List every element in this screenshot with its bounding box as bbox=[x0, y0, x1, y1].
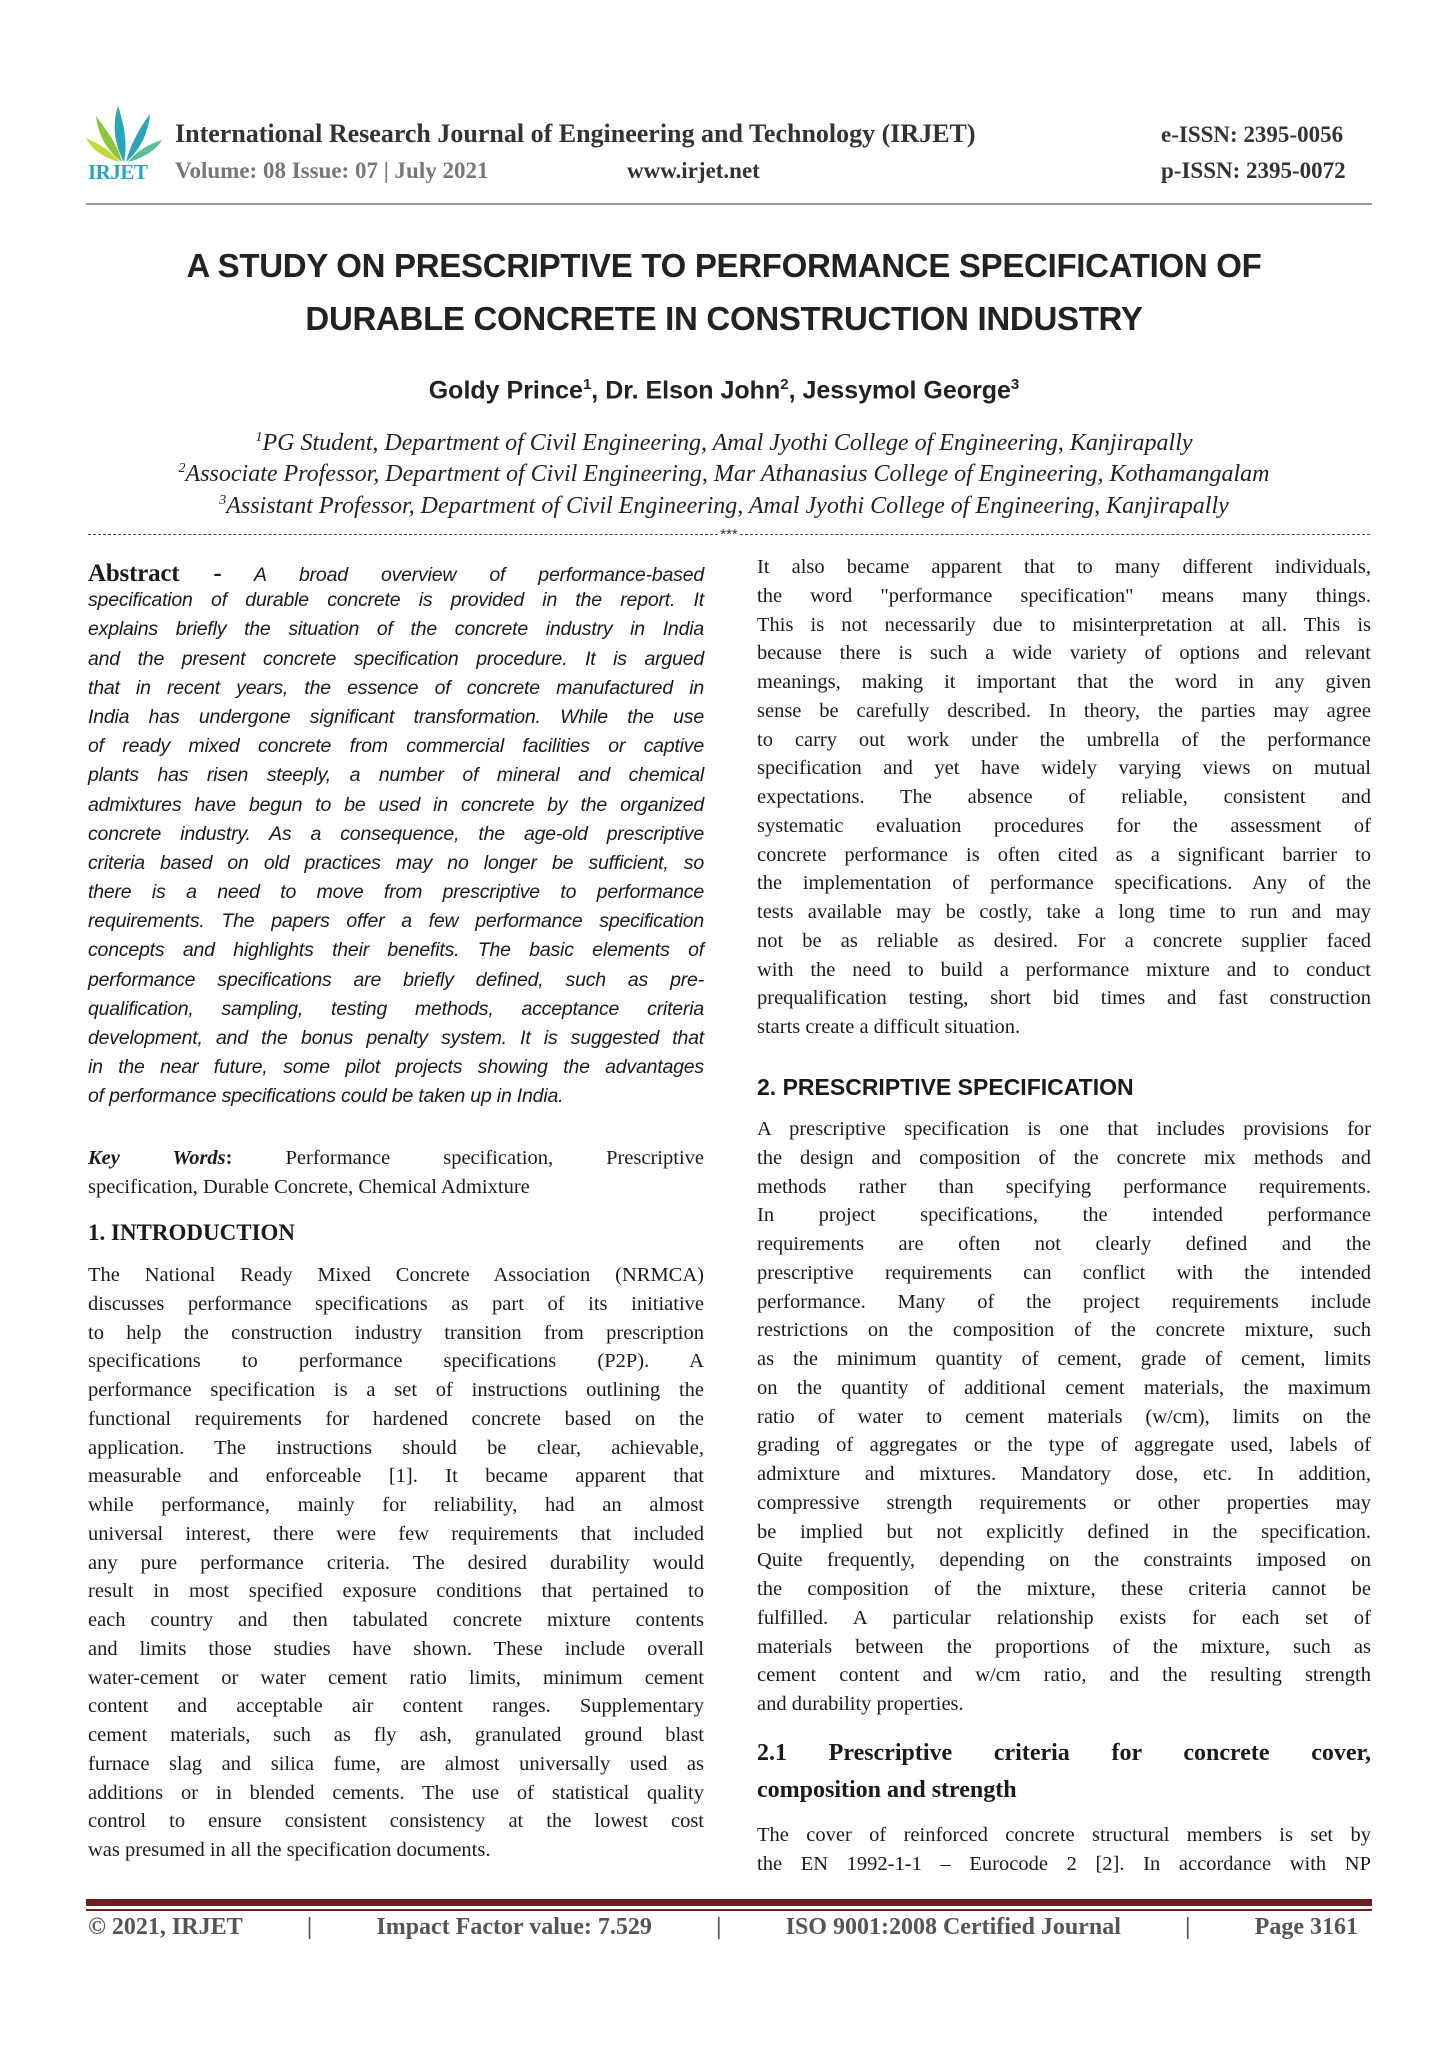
text-line: criteria based on old practices may no longer be sufficient, so bbox=[88, 851, 704, 874]
text-line: of performance specifications could be taken up in India. bbox=[88, 1085, 564, 1108]
text-line: performance specification is a set of instructions outlining the bbox=[88, 1379, 704, 1401]
text-line: there is a need to move from prescriptive to performance bbox=[88, 881, 704, 904]
text-line: The cover of reinforced concrete structural members is set by bbox=[757, 1824, 1371, 1846]
text-line: concrete industry. As a consequence, the age-old prescriptive bbox=[88, 822, 704, 845]
text-line: It also became apparent that to many different individuals, bbox=[757, 556, 1371, 578]
text-line: as the minimum quantity of cement, grade of cement, limits bbox=[757, 1348, 1371, 1370]
text-line: that in recent years, the essence of concrete manufactured in bbox=[88, 676, 704, 699]
text-line: explains briefly the situation of the concrete industry in India bbox=[88, 618, 704, 641]
prescriptive-body bbox=[757, 1118, 1371, 1722]
text-line: fulfilled. A particular relationship exists for each set of bbox=[757, 1606, 1371, 1629]
text-line: starts create a difficult situation. bbox=[757, 1016, 1021, 1038]
section-separator bbox=[88, 526, 1370, 543]
text-line: concrete performance is often cited as a significant barrier to bbox=[757, 843, 1371, 866]
text-line: India has undergone significant transformation. While the use bbox=[88, 705, 704, 728]
text-line: admixture and mixtures. Mandatory dose, etc. In addition, bbox=[757, 1463, 1371, 1485]
dashed-rule bbox=[740, 534, 1370, 535]
text-line: meanings, making it important that the word in any given bbox=[757, 671, 1371, 693]
abstract-body bbox=[88, 589, 704, 1114]
abstract-label: Abstract - bbox=[88, 560, 222, 587]
header-divider bbox=[86, 203, 1372, 205]
text-line: specification, Durable Concrete, Chemical Admixture bbox=[88, 1175, 530, 1198]
text-line: the word "performance specification" means many things. bbox=[757, 584, 1371, 607]
text-line: qualification, sampling, testing methods, acceptance criteria bbox=[88, 997, 704, 1020]
text-line: on the quantity of additional cement materials, the maximum bbox=[757, 1376, 1371, 1399]
text-line: application. The instructions should be clear, achievable, bbox=[88, 1436, 704, 1459]
text-line: tests available may be costly, take a long time to run and may bbox=[757, 901, 1371, 923]
text-line: development, and the bonus penalty system. It is suggested that bbox=[88, 1027, 704, 1049]
abstract-text: A broad overview of performance-based bbox=[253, 564, 704, 586]
text-line: not be as reliable as desired. For a concrete supplier faced bbox=[757, 929, 1371, 952]
heading-line: 2.1 Prescriptive criteria for concrete cover, bbox=[757, 1740, 1371, 1766]
journal-url[interactable]: www.irjet.net bbox=[627, 158, 760, 183]
affil-text: Associate Professor, Department of Civil Engineering, Mar Athanasius College of Engineering, Kothamangalam bbox=[185, 461, 1270, 487]
text-line: compressive strength requirements or other properties may bbox=[757, 1491, 1371, 1514]
text-line: in the near future, some pilot projects showing the advantages bbox=[88, 1056, 704, 1079]
keywords-text: Performance specification, Prescriptive bbox=[285, 1147, 704, 1169]
heading-line: composition and strength bbox=[757, 1777, 1017, 1803]
text-line: be implied but not explicitly defined in the specification. bbox=[757, 1520, 1371, 1543]
keywords bbox=[88, 1147, 704, 1205]
paper-title-line: A STUDY ON PRESCRIPTIVE TO PERFORMANCE SPECIFICATION OF bbox=[186, 247, 1262, 284]
author-separator: , bbox=[788, 376, 803, 405]
text-line: because there is such a wide variety of options and relevant bbox=[757, 642, 1371, 665]
paper-title-line: DURABLE CONCRETE IN CONSTRUCTION INDUSTRY bbox=[305, 300, 1143, 337]
text-line: each country and then tabulated concrete mixture contents bbox=[88, 1609, 704, 1631]
text-line: materials between the proportions of the mixture, such as bbox=[757, 1635, 1371, 1658]
text-line: and the present concrete specification procedure. It is argued bbox=[88, 647, 704, 670]
irjet-logo bbox=[84, 104, 164, 190]
text-line: the design and composition of the concrete mix methods and bbox=[757, 1146, 1371, 1169]
text-line: prequalification testing, short bid times and fast construction bbox=[757, 987, 1371, 1010]
author-name: Goldy Prince bbox=[428, 376, 583, 405]
text-line bbox=[88, 560, 704, 589]
text-line: performance specifications are briefly defined, such as pre- bbox=[88, 968, 704, 991]
logo-leaves-icon bbox=[84, 104, 164, 164]
affil-text: PG Student, Department of Civil Engineering, Amal Jyothi College of Engineering, Kanjirapally bbox=[262, 430, 1193, 456]
introduction-body bbox=[88, 1264, 704, 1868]
text-line: any pure performance criteria. The desired durability would bbox=[88, 1551, 704, 1574]
abstract bbox=[88, 560, 704, 1115]
text-line: functional requirements for hardened concrete based on the bbox=[88, 1407, 704, 1430]
text-line: water-cement or water cement ratio limits, minimum cement bbox=[88, 1666, 704, 1689]
text-line: requirements are often not clearly defined and the bbox=[757, 1233, 1371, 1255]
text-line: the composition of the mixture, these criteria cannot be bbox=[757, 1578, 1371, 1600]
text-line: restrictions on the composition of the concrete mixture, such bbox=[757, 1319, 1371, 1342]
text-line: cement materials, such as fly ash, granulated ground blast bbox=[88, 1724, 704, 1746]
footer-page-number: Page 3161 bbox=[1254, 1914, 1358, 1940]
subsection-heading bbox=[757, 1735, 1371, 1809]
text-line: to carry out work under the umbrella of the performance bbox=[757, 728, 1371, 751]
section-heading-introduction: 1. INTRODUCTION bbox=[88, 1220, 296, 1245]
page-footer bbox=[88, 1914, 1358, 1941]
text-line: specification and yet have widely varying views on mutual bbox=[757, 757, 1371, 780]
keywords-label: Key Words bbox=[88, 1147, 226, 1169]
text-line: methods rather than specifying performance requirements. bbox=[757, 1175, 1371, 1198]
footer-impact-factor: Impact Factor value: 7.529 bbox=[376, 1914, 652, 1940]
footer-divider: | bbox=[716, 1914, 722, 1940]
author-affil-mark: 2 bbox=[780, 376, 789, 393]
text-line: discusses performance specifications as part of its initiative bbox=[88, 1292, 704, 1315]
logo-text: IRJET bbox=[88, 160, 148, 184]
text-line: furnace slag and silica fume, are almost universally used as bbox=[88, 1752, 704, 1775]
text-line: The National Ready Mixed Concrete Association (NRMCA) bbox=[88, 1264, 704, 1286]
author-list bbox=[0, 376, 1448, 405]
text-line: content and acceptable air content ranges. Supplementary bbox=[88, 1695, 704, 1718]
affiliation bbox=[0, 430, 1448, 457]
text-line: systematic evaluation procedures for the assessment of bbox=[757, 814, 1371, 837]
author-affil-mark: 1 bbox=[582, 376, 592, 393]
e-issn: e-ISSN: 2395-0056 bbox=[1161, 122, 1344, 147]
author-name: Jessymol George bbox=[802, 376, 1011, 405]
text-line: specification of durable concrete is provided in the report. It bbox=[88, 589, 704, 612]
keywords-colon: : bbox=[225, 1147, 233, 1169]
affil-mark: 1 bbox=[255, 430, 263, 445]
text-line: the EN 1992-1-1 – Eurocode 2 [2]. In accordance with NP bbox=[757, 1852, 1371, 1875]
text-line: specifications to performance specifications (P2P). A bbox=[88, 1350, 704, 1373]
text-line: with the need to build a performance mixture and to conduct bbox=[757, 958, 1371, 981]
footer-copyright: © 2021, IRJET bbox=[88, 1914, 243, 1940]
affil-text: Assistant Professor, Department of Civil Engineering, Amal Jyothi College of Engineering, Kanjirapally bbox=[226, 493, 1229, 519]
text-line: plants has risen steeply, a number of mineral and chemical bbox=[88, 764, 704, 787]
text-line: performance. Many of the project requirements include bbox=[757, 1290, 1371, 1313]
text-line: the implementation of performance specifications. Any of the bbox=[757, 872, 1371, 895]
subsection-body bbox=[757, 1824, 1371, 1882]
volume-issue: Volume: 08 Issue: 07 | July 2021 bbox=[175, 158, 489, 183]
text-line: was presumed in all the specification documents. bbox=[88, 1839, 491, 1861]
text-line: universal interest, there were few requirements that included bbox=[88, 1522, 704, 1545]
text-line: ratio of water to cement materials (w/cm), limits on the bbox=[757, 1405, 1371, 1428]
affil-mark: 3 bbox=[219, 493, 227, 508]
separator-stars: *** bbox=[720, 526, 738, 543]
text-line: requirements. The papers offer a few performance specification bbox=[88, 910, 704, 933]
text-line: expectations. The absence of reliable, consistent and bbox=[757, 786, 1371, 808]
footer-divider: | bbox=[306, 1914, 313, 1940]
text-line: additions or in blended cements. The use of statistical quality bbox=[88, 1781, 704, 1804]
text-line bbox=[88, 1147, 704, 1176]
text-line: to help the construction industry transition from prescription bbox=[88, 1321, 704, 1344]
text-line: control to ensure consistent consistency at the lowest cost bbox=[88, 1810, 704, 1833]
section-heading-prescriptive: 2. PRESCRIPTIVE SPECIFICATION bbox=[757, 1074, 1134, 1100]
text-line: prescriptive requirements can conflict with the intended bbox=[757, 1261, 1371, 1284]
text-line: This is not necessarily due to misinterpretation at all. This is bbox=[757, 613, 1371, 636]
text-line: while performance, mainly for reliability, had an almost bbox=[88, 1494, 704, 1516]
text-line: and durability properties. bbox=[757, 1693, 964, 1715]
text-line: result in most specified exposure conditions that pertained to bbox=[88, 1580, 704, 1603]
text-line: grading of aggregates or the type of aggregate used, labels of bbox=[757, 1434, 1371, 1457]
author-affil-mark: 3 bbox=[1010, 376, 1020, 393]
affil-mark: 2 bbox=[178, 461, 186, 476]
text-line: Quite frequently, depending on the constraints imposed on bbox=[757, 1549, 1371, 1572]
footer-bar bbox=[86, 1899, 1372, 1906]
text-line: of ready mixed concrete from commercial facilities or captive bbox=[88, 735, 704, 758]
p-issn: p-ISSN: 2395-0072 bbox=[1161, 158, 1346, 183]
text-line: admixtures have begun to be used in concrete by the organized bbox=[88, 793, 704, 816]
footer-rule bbox=[86, 1909, 1372, 1911]
footer-iso: ISO 9001:2008 Certified Journal bbox=[785, 1914, 1121, 1940]
author-separator: , bbox=[591, 376, 606, 405]
affiliation bbox=[0, 493, 1448, 520]
dashed-rule bbox=[88, 534, 718, 535]
text-line: In project specifications, the intended performance bbox=[757, 1204, 1371, 1227]
affiliation bbox=[0, 461, 1448, 488]
text-line: sense be carefully described. In theory, the parties may agree bbox=[757, 699, 1371, 722]
text-line: measurable and enforceable [1]. It became apparent that bbox=[88, 1465, 704, 1488]
footer-divider: | bbox=[1185, 1914, 1191, 1940]
text-line: concepts and highlights their benefits. The basic elements of bbox=[88, 939, 704, 962]
author-name: Dr. Elson John bbox=[605, 376, 781, 405]
intro-continued-body bbox=[757, 556, 1371, 1045]
text-line: A prescriptive specification is one that includes provisions for bbox=[757, 1118, 1371, 1140]
text-line: and limits those studies have shown. These include overall bbox=[88, 1637, 704, 1660]
journal-title: International Research Journal of Engineering and Technology (IRJET) bbox=[175, 119, 976, 148]
text-line: cement content and w/cm ratio, and the resulting strength bbox=[757, 1664, 1371, 1687]
